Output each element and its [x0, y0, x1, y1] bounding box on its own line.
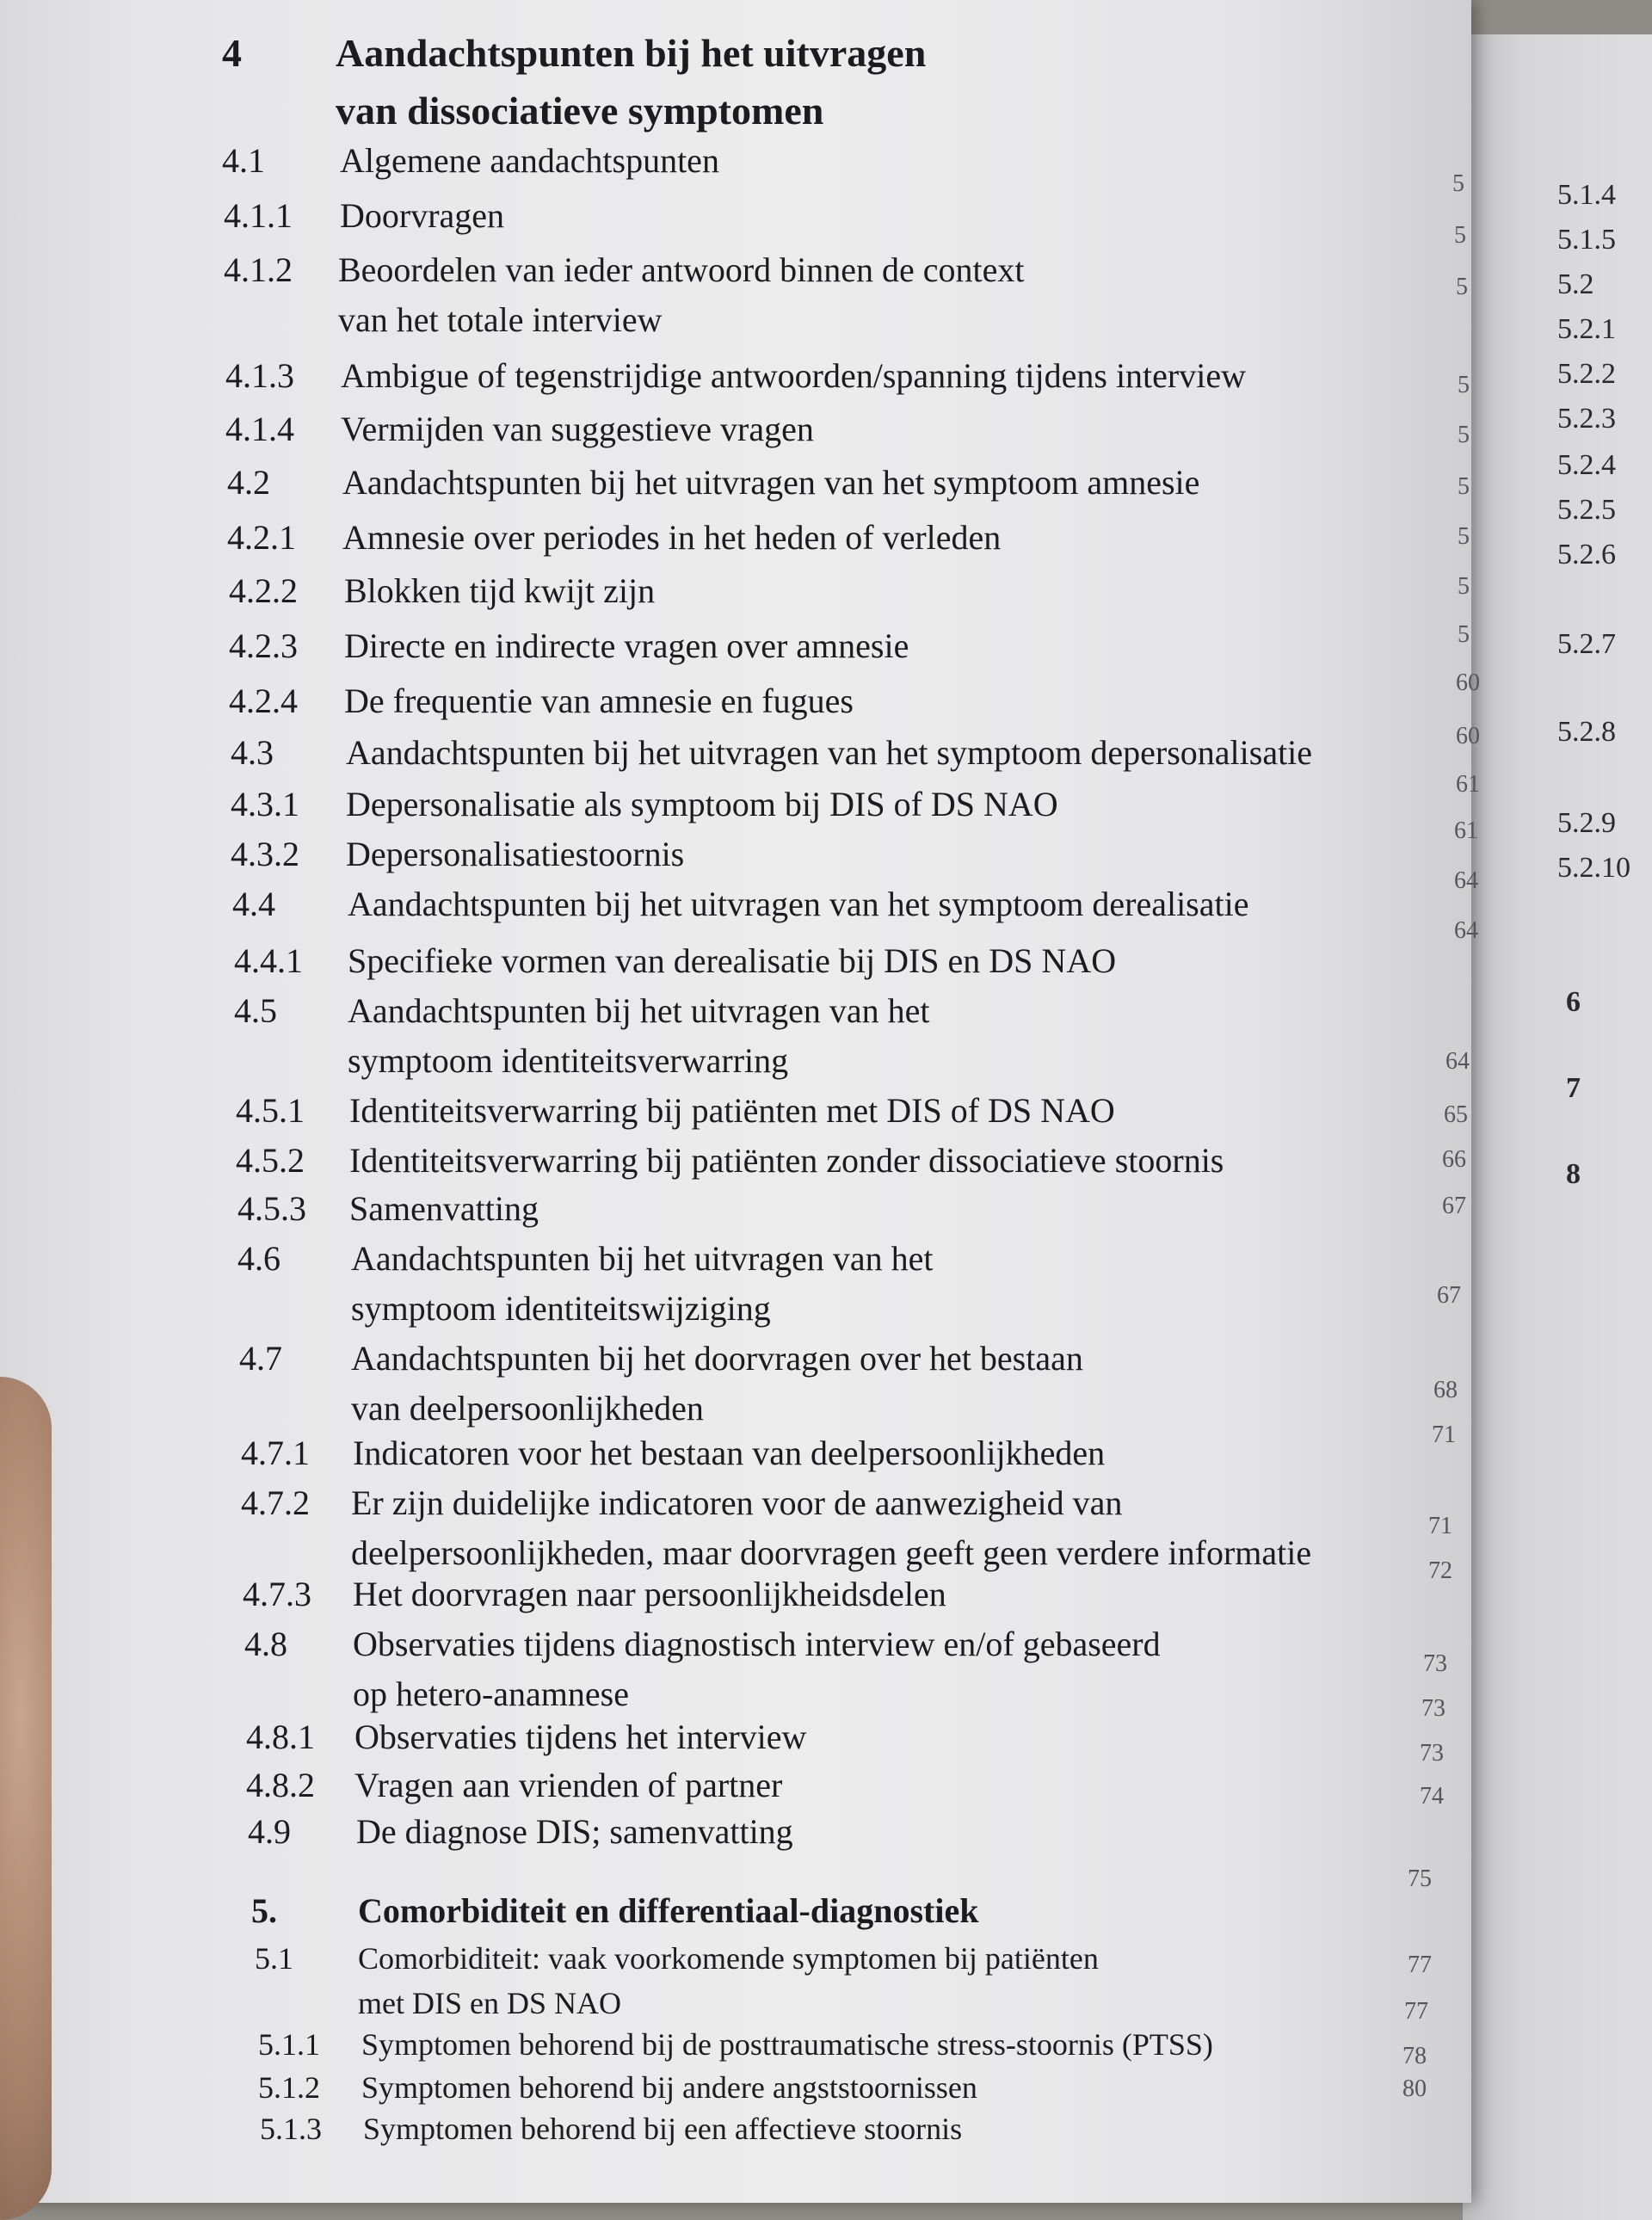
- right-section-number: 5.2.10: [1557, 852, 1630, 884]
- section-title-line: van het totale interview: [338, 300, 663, 339]
- section-number: 4.2.2: [229, 571, 298, 610]
- section-number: 4.1.1: [224, 196, 293, 235]
- section-number: 5.1.2: [258, 2070, 320, 2105]
- page-number: 77: [1408, 1952, 1432, 1978]
- section-number: 4: [222, 31, 242, 75]
- section-title-line: Comorbiditeit en differentiaal-diagnostiek: [358, 1891, 979, 1930]
- right-chapter-number: 8: [1566, 1158, 1581, 1190]
- section-number: 4.7.3: [243, 1575, 311, 1613]
- section-title-line: deelpersoonlijkheden, maar doorvragen geeft geen verdere informatie: [351, 1533, 1312, 1572]
- section-number: 4.7: [239, 1339, 282, 1378]
- right-page: [1463, 34, 1652, 2220]
- page-number: 61: [1454, 817, 1478, 844]
- section-title: [346, 829, 684, 879]
- section-title-line: Samenvatting: [349, 1189, 539, 1228]
- section-number: 4.9: [248, 1812, 291, 1851]
- section-title-line: Indicatoren voor het bestaan van deelpersoonlijkheden: [353, 1434, 1106, 1472]
- section-number: 4.7.2: [241, 1483, 310, 1522]
- section-title: [349, 1086, 1115, 1136]
- section-title: [348, 879, 1248, 929]
- page-number: 64: [1446, 1048, 1470, 1075]
- right-section-number: 5.1.5: [1557, 224, 1616, 256]
- page-number: 64: [1454, 917, 1478, 944]
- section-title: [344, 566, 655, 616]
- section-title-line: symptoom identiteitswijziging: [351, 1289, 771, 1328]
- section-number: 4.5.1: [236, 1091, 305, 1130]
- section-title-line: Depersonalisatiestoornis: [346, 835, 685, 873]
- page-number: 5: [1454, 222, 1466, 249]
- section-number: 4.5.3: [237, 1189, 306, 1228]
- section-number: 5.1.3: [260, 2112, 322, 2146]
- section-title: [351, 1234, 933, 1334]
- page-number: 5: [1458, 523, 1470, 550]
- section-title: [342, 458, 1199, 508]
- right-section-number: 5.2: [1557, 268, 1594, 300]
- section-title-line: op hetero-anamnese: [353, 1674, 629, 1713]
- page-number: 60: [1456, 669, 1480, 696]
- section-number: 4.2.4: [229, 681, 298, 720]
- section-title-line: van dissociatieve symptomen: [336, 89, 824, 133]
- section-title: [344, 621, 909, 671]
- page-number: 5: [1452, 170, 1464, 197]
- section-title-line: Symptomen behorend bij andere angststoornissen: [361, 2070, 977, 2105]
- page-number: 5: [1458, 372, 1470, 398]
- page-number: 75: [1408, 1865, 1432, 1892]
- section-title: [361, 2022, 1213, 2067]
- section-number: 4.1: [222, 141, 265, 180]
- section-title-line: Blokken tijd kwijt zijn: [344, 571, 656, 610]
- section-number: 4.1.3: [225, 356, 294, 395]
- section-title: [338, 245, 1025, 345]
- right-section-number: 5.2.4: [1557, 449, 1616, 481]
- section-title-line: Aandachtspunten bij het uitvragen van het symptoom derealisatie: [348, 885, 1249, 923]
- section-title: [361, 2065, 977, 2110]
- page-number: 71: [1432, 1421, 1456, 1448]
- page-number: 73: [1423, 1650, 1447, 1677]
- page-number: 5: [1458, 621, 1470, 648]
- section-title-line: Symptomen behorend bij de posttraumatische stress-stoornis (PTSS): [361, 2027, 1213, 2062]
- right-chapter-number: 7: [1566, 1072, 1581, 1104]
- section-number: 4.3.2: [231, 835, 299, 873]
- section-number: 4.7.1: [241, 1434, 310, 1472]
- page-number: 5: [1458, 473, 1470, 500]
- page-number: 67: [1437, 1282, 1461, 1309]
- section-title: [349, 1184, 539, 1234]
- section-number: 4.6: [237, 1239, 280, 1278]
- section-title-line: Aandachtspunten bij het uitvragen van het symptoom amnesie: [342, 463, 1200, 502]
- section-number: 4.8.2: [246, 1766, 315, 1804]
- section-title: [349, 1136, 1224, 1186]
- right-section-number: 5.2.9: [1557, 807, 1616, 839]
- section-title: [346, 780, 1058, 829]
- right-section-number: 5.2.2: [1557, 358, 1616, 390]
- section-title: [353, 1428, 1105, 1478]
- section-title: [351, 1478, 1311, 1578]
- page-number: 80: [1402, 2075, 1427, 2102]
- section-title-line: De diagnose DIS; samenvatting: [356, 1812, 793, 1851]
- section-number: 4.4: [232, 885, 275, 923]
- section-title-line: Vragen aan vrienden of partner: [354, 1766, 783, 1804]
- section-title-line: Algemene aandachtspunten: [340, 141, 719, 180]
- page-number: 78: [1402, 2043, 1427, 2069]
- section-title: [336, 24, 926, 139]
- section-title-line: Identiteitsverwarring bij patiënten met DIS of DS NAO: [349, 1091, 1115, 1130]
- right-section-number: 5.2.8: [1557, 716, 1616, 748]
- right-section-number: 5.1.4: [1557, 179, 1616, 211]
- section-title: [351, 1334, 1083, 1434]
- section-title: [354, 1712, 806, 1762]
- page-number: 5: [1456, 274, 1468, 300]
- section-number: 4.5: [234, 991, 277, 1030]
- section-number: 4.3: [231, 733, 274, 772]
- section-title: [353, 1569, 946, 1619]
- section-title-line: met DIS en DS NAO: [358, 1986, 621, 2020]
- section-number: 4.1.4: [225, 410, 294, 448]
- section-title-line: Aandachtspunten bij het uitvragen: [336, 31, 927, 75]
- page-number: 74: [1420, 1783, 1444, 1810]
- section-title: [358, 1886, 978, 1936]
- right-chapter-number: 6: [1566, 986, 1581, 1018]
- section-number: 5.: [251, 1891, 277, 1930]
- section-title-line: Aandachtspunten bij het uitvragen van het: [348, 991, 930, 1030]
- section-title: [344, 676, 854, 726]
- section-title-line: Depersonalisatie als symptoom bij DIS of DS NAO: [346, 785, 1058, 823]
- section-title-line: Doorvragen: [340, 196, 505, 235]
- section-title: [353, 1619, 1161, 1719]
- page-number: 60: [1456, 723, 1480, 749]
- section-title-line: Aandachtspunten bij het doorvragen over het bestaan: [351, 1339, 1083, 1378]
- page-number: 61: [1456, 771, 1480, 798]
- section-number: 4.8.1: [246, 1717, 315, 1756]
- section-title: [340, 191, 504, 241]
- page-number: 65: [1444, 1101, 1468, 1128]
- section-title-line: Er zijn duidelijke indicatoren voor de aanwezigheid van: [351, 1483, 1123, 1522]
- section-title: [341, 351, 1246, 401]
- right-section-number: 5.2.3: [1557, 403, 1616, 435]
- right-section-number: 5.2.5: [1557, 494, 1616, 526]
- section-title-line: Aandachtspunten bij het uitvragen van het: [351, 1239, 934, 1278]
- section-number: 4.2: [227, 463, 270, 502]
- page-number: 72: [1428, 1557, 1452, 1584]
- section-title-line: Specifieke vormen van derealisatie bij DIS en DS NAO: [348, 941, 1117, 980]
- section-title-line: Ambigue of tegenstrijdige antwoorden/spanning tijdens interview: [341, 356, 1246, 395]
- section-title-line: van deelpersoonlijkheden: [351, 1389, 704, 1428]
- section-number: 4.8: [244, 1625, 287, 1663]
- section-title: [354, 1761, 782, 1810]
- thumb: [0, 1377, 52, 2220]
- section-number: 4.2.1: [227, 518, 296, 557]
- section-title-line: Identiteitsverwarring bij patiënten zonder dissociatieve stoornis: [349, 1141, 1224, 1180]
- page-number: 68: [1433, 1377, 1458, 1403]
- page-number: 5: [1458, 573, 1470, 600]
- section-title-line: Observaties tijdens diagnostisch interview en/of gebaseerd: [353, 1625, 1161, 1663]
- section-title: [340, 136, 719, 186]
- section-title-line: Amnesie over periodes in het heden of verleden: [342, 518, 1002, 557]
- section-title-line: Aandachtspunten bij het uitvragen van het symptoom depersonalisatie: [346, 733, 1313, 772]
- page-number: 66: [1442, 1146, 1466, 1173]
- section-title: [356, 1807, 793, 1857]
- section-title: [341, 404, 814, 454]
- page-number: 71: [1428, 1513, 1452, 1539]
- right-section-number: 5.2.7: [1557, 628, 1616, 660]
- section-number: 4.1.2: [224, 250, 293, 289]
- section-number: 5.1: [255, 1941, 293, 1976]
- page-number: 73: [1421, 1695, 1446, 1722]
- section-number: 4.5.2: [236, 1141, 305, 1180]
- section-number: 4.4.1: [234, 941, 303, 980]
- section-title-line: Symptomen behorend bij een affectieve stoornis: [363, 2112, 963, 2146]
- section-title: [348, 986, 929, 1086]
- section-title: [346, 728, 1312, 778]
- page-number: 5: [1458, 422, 1470, 448]
- section-title-line: Comorbiditeit: vaak voorkomende symptomen bij patiënten: [358, 1941, 1099, 1976]
- section-title: [348, 936, 1116, 986]
- right-section-number: 5.2.6: [1557, 539, 1616, 570]
- section-title: [342, 513, 1001, 563]
- section-number: 5.1.1: [258, 2027, 320, 2062]
- section-title-line: Directe en indirecte vragen over amnesie: [344, 626, 909, 665]
- section-title-line: symptoom identiteitsverwarring: [348, 1041, 789, 1080]
- section-title-line: De frequentie van amnesie en fugues: [344, 681, 854, 720]
- page-number: 67: [1442, 1193, 1466, 1219]
- section-number: 4.3.1: [231, 785, 299, 823]
- page-number: 77: [1404, 1998, 1428, 2025]
- page-number: 73: [1420, 1740, 1444, 1767]
- section-number: 4.2.3: [229, 626, 298, 665]
- section-title: [363, 2106, 962, 2151]
- section-title: [358, 1936, 1099, 2026]
- section-title-line: Vermijden van suggestieve vragen: [341, 410, 814, 448]
- section-title-line: Beoordelen van ieder antwoord binnen de context: [338, 250, 1025, 289]
- page-number: 64: [1454, 867, 1478, 894]
- section-title-line: Het doorvragen naar persoonlijkheidsdelen: [353, 1575, 946, 1613]
- right-section-number: 5.2.1: [1557, 313, 1616, 345]
- section-title-line: Observaties tijdens het interview: [354, 1717, 807, 1756]
